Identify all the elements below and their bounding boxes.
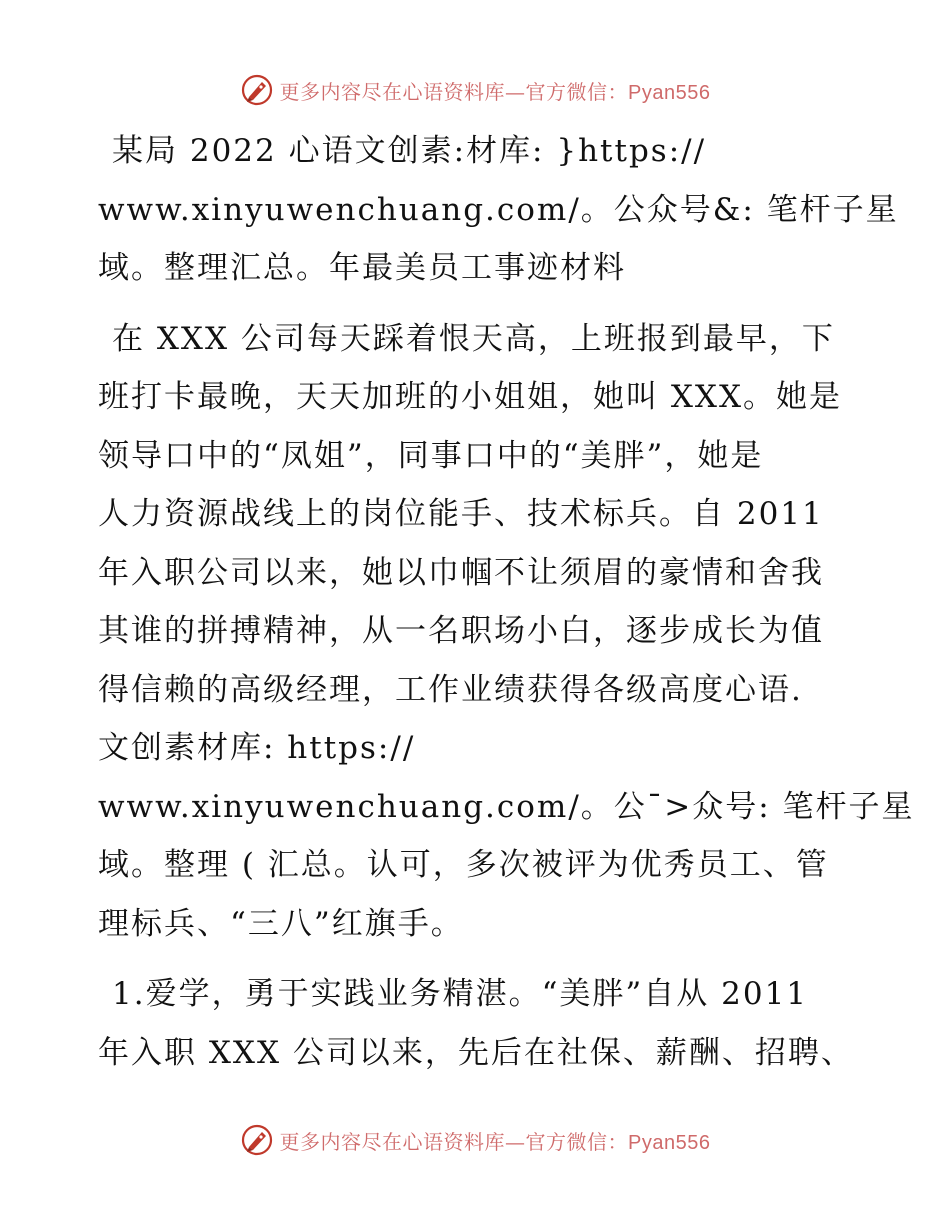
header-banner bbox=[0, 70, 950, 110]
footer-banner-text bbox=[280, 1126, 711, 1155]
text-line: 在 XXX 公司每天踩着恨天高，上班报到最早，下 bbox=[112, 320, 835, 357]
footer-banner bbox=[0, 1120, 950, 1160]
text-line: 某局 2022 心语文创素:材库: }https:// bbox=[112, 133, 707, 169]
text-line: 域。整理 ( 汇总。认可，多次被评为优秀员工、管 bbox=[98, 847, 829, 883]
text-line: 得信赖的高级经理，工作业绩获得各级高度心语. bbox=[98, 671, 803, 708]
pen-nib-logo-icon bbox=[240, 73, 274, 107]
text-line: 文创素材库: https:// bbox=[98, 730, 416, 766]
text-line: 年入职 XXX 公司以来，先后在社保、薪酬、招聘、 bbox=[98, 1034, 854, 1071]
paragraph-intro bbox=[98, 122, 899, 298]
text-line: www.xinyuwenchuang.com/。公众号&: 笔杆子星 bbox=[98, 191, 899, 228]
text-line: www.xinyuwenchuang.com/。公¯>众号: 笔杆子星 bbox=[98, 788, 915, 825]
document-body bbox=[98, 122, 915, 1094]
text-line: 班打卡最晚，天天加班的小姐姐，她叫 XXX。她是 bbox=[98, 379, 843, 415]
footer-banner-label: 更多内容尽在心语资料库—官方微信： bbox=[279, 1129, 629, 1154]
text-line: 人力资源战线上的岗位能手、技术标兵。自 2011 bbox=[98, 496, 824, 532]
text-line: 其谁的拼搏精神，从一名职场小白，逐步成长为值 bbox=[98, 613, 824, 649]
text-line: 1.爱学，勇于实践业务精湛。“美胖”自从 2011 bbox=[112, 976, 809, 1012]
text-line: 年入职公司以来，她以巾帼不让须眉的豪情和舍我 bbox=[98, 554, 824, 591]
text-line: 域。整理汇总。年最美员工事迹材料 bbox=[98, 250, 626, 286]
header-banner-text bbox=[280, 76, 711, 105]
paragraph-profile bbox=[98, 310, 915, 954]
header-banner-label: 更多内容尽在心语资料库—官方微信： bbox=[279, 79, 629, 104]
pen-nib-logo-icon bbox=[240, 1123, 274, 1157]
footer-banner-handle: Pyan556 bbox=[628, 1131, 711, 1154]
text-line: 领导口中的“凤姐”，同事口中的“美胖”，她是 bbox=[98, 437, 764, 474]
paragraph-section-1 bbox=[98, 965, 858, 1082]
text-line: 理标兵、“三八”红旗手。 bbox=[98, 905, 464, 942]
header-banner-handle: Pyan556 bbox=[628, 81, 711, 104]
